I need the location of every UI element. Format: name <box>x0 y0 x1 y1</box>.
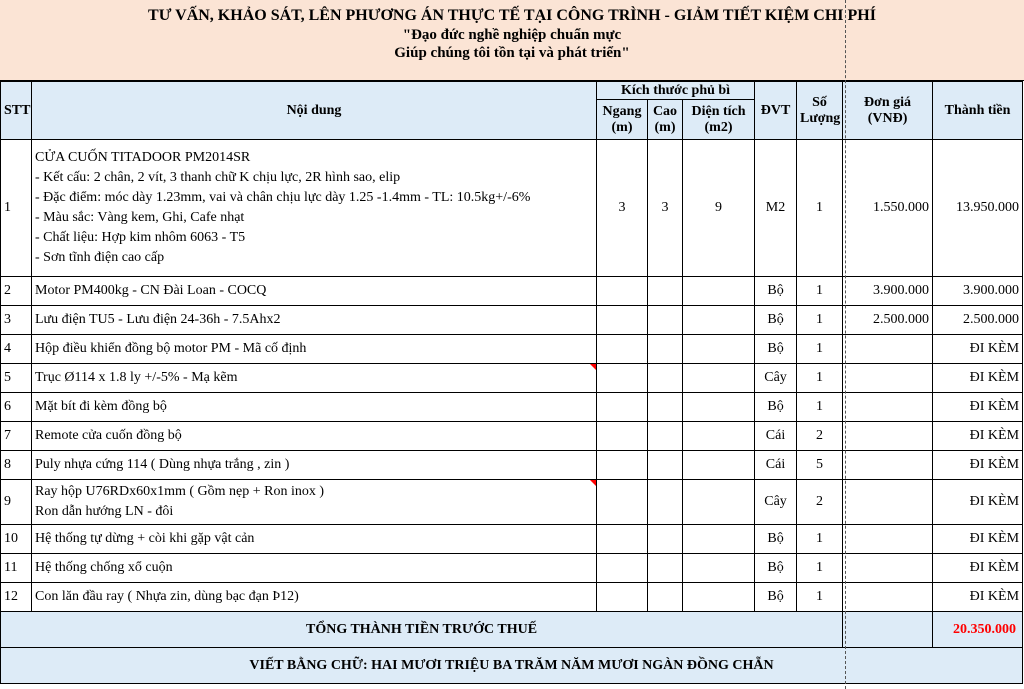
row-height: 3 <box>648 140 683 277</box>
row-height <box>648 364 683 393</box>
row-content <box>32 554 597 583</box>
table-row <box>1 583 1023 612</box>
row-stt: 5 <box>1 364 32 393</box>
row-price: 1.550.000 <box>843 140 933 277</box>
col-stt: STT <box>1 82 32 140</box>
col-width: Ngang (m) <box>597 100 648 140</box>
row-area <box>683 525 755 554</box>
row-price: 3.900.000 <box>843 277 933 306</box>
content-line: Ron dẫn hướng LN - đôi <box>35 504 174 519</box>
row-total: ĐI KÈM <box>933 554 1023 583</box>
row-price <box>843 422 933 451</box>
row-total: ĐI KÈM <box>933 335 1023 364</box>
row-content <box>32 393 597 422</box>
total-value: 20.350.000 <box>933 612 1023 648</box>
row-stt: 8 <box>1 451 32 480</box>
row-price <box>843 364 933 393</box>
row-height <box>648 451 683 480</box>
row-area <box>683 306 755 335</box>
content-line: Hệ thống tự dừng + còi khi gặp vật cản <box>35 531 255 546</box>
row-area <box>683 422 755 451</box>
row-total: 13.950.000 <box>933 140 1023 277</box>
row-unit: Bộ <box>755 583 797 612</box>
row-unit: Cây <box>755 480 797 525</box>
row-area: 9 <box>683 140 755 277</box>
row-qty: 1 <box>797 393 843 422</box>
content-line: Trục Ø114 x 1.8 ly +/-5% - Mạ kẽm <box>35 370 238 385</box>
banner-title: TƯ VẤN, KHẢO SÁT, LÊN PHƯƠNG ÁN THỰC TẾ TẠI CÔNG TRÌNH - GIẢM TIẾT KIỆM CHI PHÍ <box>148 7 876 24</box>
table-row <box>1 306 1023 335</box>
row-area <box>683 335 755 364</box>
row-total: ĐI KÈM <box>933 364 1023 393</box>
row-width <box>597 335 648 364</box>
row-width <box>597 525 648 554</box>
content-line: Mặt bít đi kèm đồng bộ <box>35 399 167 414</box>
row-content <box>32 306 597 335</box>
row-width <box>597 554 648 583</box>
banner-motto-1: "Đạo đức nghề nghiệp chuẩn mực <box>402 27 622 43</box>
content-line: - Kết cấu: 2 chân, 2 vít, 3 thanh chữ K chịu lực, 2R hình sao, elip <box>35 170 401 185</box>
amount-in-words: VIẾT BẰNG CHỮ: HAI MƯƠI TRIỆU BA TRĂM NĂM MƯƠI NGÀN ĐỒNG CHẴN <box>1 648 1023 684</box>
row-stt: 3 <box>1 306 32 335</box>
row-price <box>843 583 933 612</box>
col-size-group: Kích thước phủ bì <box>597 82 755 100</box>
row-stt: 10 <box>1 525 32 554</box>
row-total: ĐI KÈM <box>933 583 1023 612</box>
row-unit: Bộ <box>755 554 797 583</box>
row-qty: 1 <box>797 306 843 335</box>
row-content <box>32 583 597 612</box>
col-unit: ĐVT <box>755 82 797 140</box>
content-line: - Chất liệu: Hợp kim nhôm 6063 - T5 <box>35 230 246 245</box>
row-area <box>683 393 755 422</box>
table-row <box>1 451 1023 480</box>
row-unit: Bộ <box>755 393 797 422</box>
row-qty: 2 <box>797 422 843 451</box>
row-height <box>648 554 683 583</box>
banner-motto-2: Giúp chúng tôi tồn tại và phát triển" <box>394 45 630 61</box>
content-line: Lưu điện TU5 - Lưu điện 24-36h - 7.5Ahx2 <box>35 312 281 327</box>
row-stt: 11 <box>1 554 32 583</box>
content-line: CỬA CUỐN TITADOOR PM2014SR <box>35 150 251 165</box>
row-height <box>648 306 683 335</box>
table-row <box>1 393 1023 422</box>
row-content <box>32 525 597 554</box>
quotation-table <box>0 81 1023 684</box>
row-area <box>683 480 755 525</box>
table-row <box>1 525 1023 554</box>
row-total: ĐI KÈM <box>933 451 1023 480</box>
row-price <box>843 335 933 364</box>
row-area <box>683 364 755 393</box>
col-height: Cao (m) <box>648 100 683 140</box>
row-width <box>597 583 648 612</box>
row-area <box>683 277 755 306</box>
row-height <box>648 422 683 451</box>
content-line: Motor PM400kg - CN Đài Loan - COCQ <box>35 283 267 298</box>
table-row <box>1 364 1023 393</box>
row-unit: Bộ <box>755 306 797 335</box>
row-qty: 1 <box>797 364 843 393</box>
content-line: Con lăn đầu ray ( Nhựa zin, dùng bạc đạn Þ12) <box>35 589 299 604</box>
row-width <box>597 364 648 393</box>
table-row <box>1 480 1023 525</box>
row-total: 3.900.000 <box>933 277 1023 306</box>
row-unit: Cây <box>755 364 797 393</box>
col-area: Diện tích (m2) <box>683 100 755 140</box>
table-row <box>1 335 1023 364</box>
content-line: Ray hộp U76RDx60x1mm ( Gồm nẹp + Ron inox ) <box>35 484 325 499</box>
row-price <box>843 480 933 525</box>
row-price <box>843 393 933 422</box>
content-line: - Đặc điểm: móc dày 1.23mm, vai và chân chịu lực dày 1.25 -1.4mm - TL: 10.5kg+/-6% <box>35 190 531 205</box>
row-height <box>648 277 683 306</box>
row-width <box>597 277 648 306</box>
quotation-rows <box>1 140 1023 612</box>
total-spacer <box>843 612 933 648</box>
table-row <box>1 140 1023 277</box>
row-price <box>843 451 933 480</box>
table-row <box>1 277 1023 306</box>
row-width <box>597 480 648 525</box>
col-qty: Số Lượng <box>797 82 843 140</box>
row-qty: 5 <box>797 451 843 480</box>
row-width <box>597 451 648 480</box>
row-qty: 1 <box>797 335 843 364</box>
row-qty: 1 <box>797 583 843 612</box>
table-row <box>1 554 1023 583</box>
row-content <box>32 140 597 277</box>
quotation-banner <box>0 0 1024 81</box>
row-total: ĐI KÈM <box>933 393 1023 422</box>
row-width <box>597 393 648 422</box>
content-line: Remote cửa cuốn đồng bộ <box>35 428 182 443</box>
col-content: Nội dung <box>32 82 597 140</box>
page-break-line <box>845 0 846 689</box>
row-content <box>32 480 597 525</box>
row-height <box>648 525 683 554</box>
row-qty: 1 <box>797 525 843 554</box>
row-stt: 2 <box>1 277 32 306</box>
row-unit: Cái <box>755 422 797 451</box>
row-stt: 9 <box>1 480 32 525</box>
content-line: Hộp điều khiển đồng bộ motor PM - Mã cố định <box>35 341 307 356</box>
content-line: - Màu sắc: Vàng kem, Ghi, Cafe nhạt <box>35 210 245 225</box>
row-unit: M2 <box>755 140 797 277</box>
row-stt: 7 <box>1 422 32 451</box>
row-unit: Bộ <box>755 525 797 554</box>
row-qty: 1 <box>797 554 843 583</box>
row-unit: Bộ <box>755 335 797 364</box>
content-line: Puly nhựa cứng 114 ( Dùng nhựa trắng , zin ) <box>35 457 290 472</box>
row-height <box>648 583 683 612</box>
row-width <box>597 422 648 451</box>
row-price <box>843 554 933 583</box>
col-price: Đơn giá (VNĐ) <box>843 82 933 140</box>
row-total: 2.500.000 <box>933 306 1023 335</box>
row-area <box>683 554 755 583</box>
row-area <box>683 583 755 612</box>
row-price <box>843 525 933 554</box>
row-qty: 1 <box>797 277 843 306</box>
table-row <box>1 422 1023 451</box>
row-height <box>648 393 683 422</box>
row-total: ĐI KÈM <box>933 480 1023 525</box>
row-height <box>648 335 683 364</box>
content-line: Hệ thống chống xổ cuộn <box>35 560 173 575</box>
row-price: 2.500.000 <box>843 306 933 335</box>
col-total: Thành tiền <box>933 82 1023 140</box>
row-total: ĐI KÈM <box>933 422 1023 451</box>
row-width: 3 <box>597 140 648 277</box>
row-unit: Cái <box>755 451 797 480</box>
row-stt: 1 <box>1 140 32 277</box>
total-label: TỔNG THÀNH TIỀN TRƯỚC THUẾ <box>1 612 843 648</box>
row-content <box>32 422 597 451</box>
row-content <box>32 451 597 480</box>
row-total: ĐI KÈM <box>933 525 1023 554</box>
row-content <box>32 335 597 364</box>
row-stt: 4 <box>1 335 32 364</box>
row-qty: 2 <box>797 480 843 525</box>
row-unit: Bộ <box>755 277 797 306</box>
row-width <box>597 306 648 335</box>
content-line: - Sơn tĩnh điện cao cấp <box>35 250 165 265</box>
row-height <box>648 480 683 525</box>
row-content <box>32 277 597 306</box>
row-stt: 12 <box>1 583 32 612</box>
row-qty: 1 <box>797 140 843 277</box>
row-area <box>683 451 755 480</box>
row-content <box>32 364 597 393</box>
row-stt: 6 <box>1 393 32 422</box>
